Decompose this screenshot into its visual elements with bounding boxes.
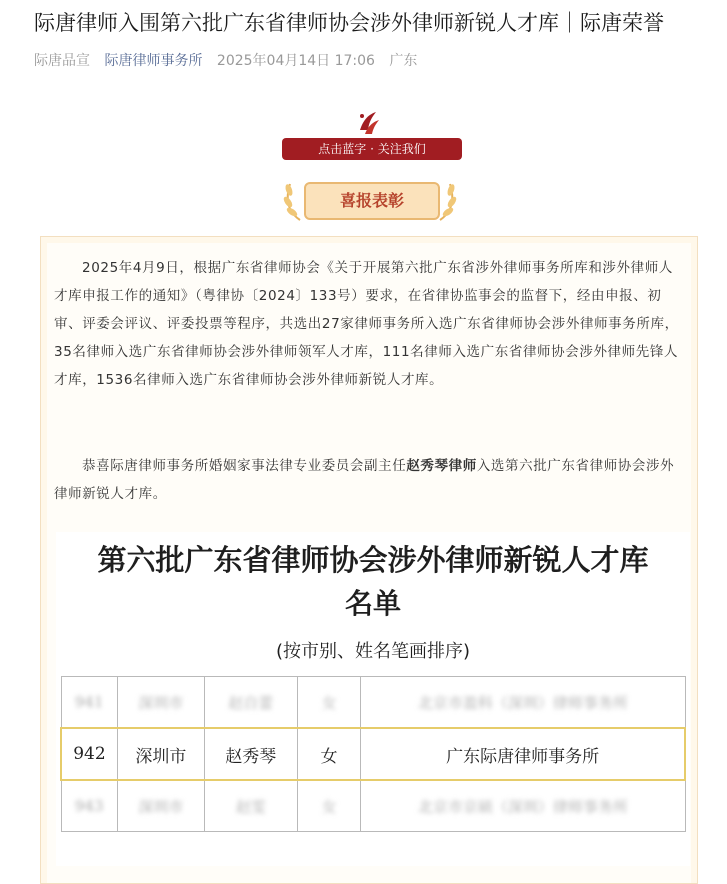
article-meta bbox=[34, 50, 427, 70]
row-name: 赵自蕾 bbox=[204, 677, 297, 729]
row-number: 943 bbox=[61, 780, 117, 832]
article-title: 际唐律师入围第六批广东省律师协会涉外律师新锐人才库｜际唐荣誉 bbox=[34, 11, 664, 35]
table-row bbox=[61, 677, 685, 729]
row-city: 深圳市 bbox=[117, 780, 204, 832]
row-gender: 女 bbox=[297, 677, 361, 729]
roster-heading-line2: 名单 bbox=[344, 587, 401, 620]
publish-location: 广东 bbox=[389, 53, 418, 69]
laurel-left-icon bbox=[282, 178, 304, 222]
account-name-link[interactable]: 际唐律师事务所 bbox=[104, 53, 203, 69]
row-firm: 北京市京硕（深圳）律师事务所 bbox=[361, 780, 685, 832]
roster-heading: 第六批广东省律师协会涉外律师新锐人才库 bbox=[97, 543, 649, 577]
roster-table bbox=[60, 676, 686, 832]
lawyer-name-highlight: 赵秀琴律师 bbox=[406, 458, 477, 474]
original-label: 际唐品宣 bbox=[34, 53, 90, 69]
row-name: 赵雯 bbox=[204, 780, 297, 832]
roster-subheading: (按市别、姓名笔画排序) bbox=[275, 641, 471, 662]
row-city: 深圳市 bbox=[117, 677, 204, 729]
table-row-highlighted bbox=[61, 728, 685, 780]
row-number: 941 bbox=[61, 677, 117, 729]
laurel-right-icon bbox=[436, 178, 458, 222]
congratulation-paragraph bbox=[54, 452, 684, 508]
row-number: 942 bbox=[61, 728, 117, 780]
announcement-paragraph: 2025年4月9日，根据广东省律师协会《关于开展第六批广东省涉外律师事务所库和涉外律师人才库申报工作的通知》（粤律协〔2024〕133号）要求，在省律协监事会的监督下，经由申报、初审、评委会评议、评委投票等程序，共选出27家律师事务所入选广东省律师协会涉外律师事务所库，35名律师入选广东省律师协会涉外律师领军人才库，111名律师入选广东省律师协会涉外律师先锋人才库，1536名律师入选广东省律师协会涉外律师新锐人才库。 bbox=[54, 260, 679, 388]
brand-logo-icon bbox=[356, 108, 382, 136]
row-city: 深圳市 bbox=[117, 728, 204, 780]
row-name: 赵秀琴 bbox=[204, 728, 297, 780]
publish-datetime: 2025年04月14日 17:06 bbox=[216, 53, 375, 69]
congrats-post: 入选第六批广东省律师协会涉外律师新锐人才库。 bbox=[54, 458, 675, 502]
row-gender: 女 bbox=[297, 780, 361, 832]
row-gender: 女 bbox=[297, 728, 361, 780]
follow-us-banner[interactable]: 点击蓝字 · 关注我们 bbox=[282, 138, 462, 160]
good-news-badge bbox=[282, 172, 458, 224]
table-row bbox=[61, 780, 685, 832]
row-firm: 广东际唐律师事务所 bbox=[361, 728, 685, 780]
badge-label: 喜报表彰 bbox=[304, 182, 440, 220]
congrats-pre: 恭喜际唐律师事务所婚姻家事法律专业委员会副主任 bbox=[82, 458, 407, 474]
row-firm: 北京市盈科（深圳）律师事务所 bbox=[361, 677, 685, 729]
